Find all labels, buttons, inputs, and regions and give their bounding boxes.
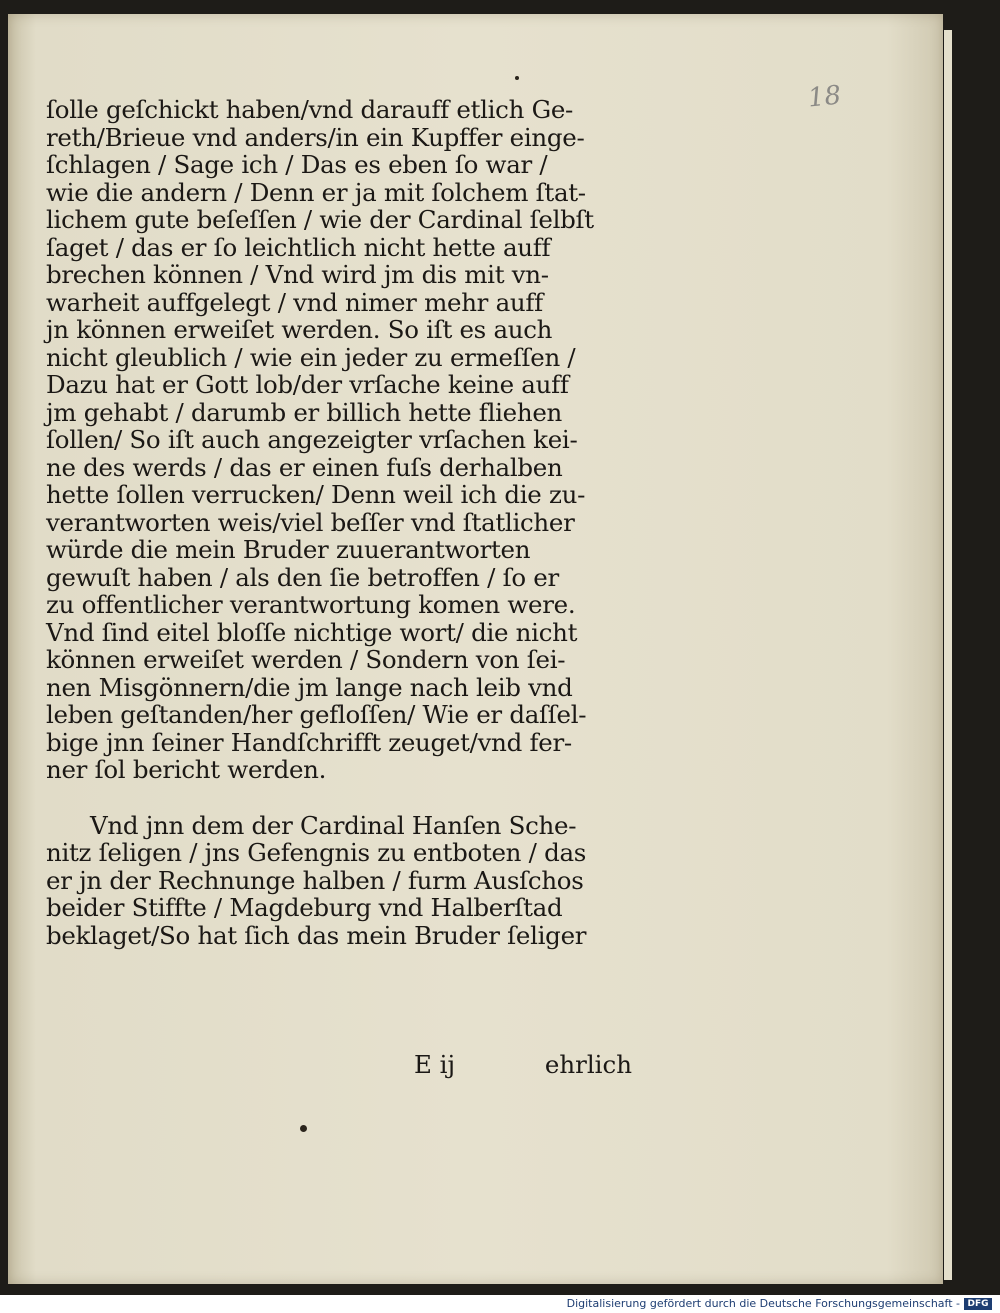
text-line: nitz ſeligen / jns Gefengnis zu entboten / das bbox=[46, 838, 587, 867]
text-line: beklaget/So hat ſich das mein Bruder ſeliger bbox=[46, 920, 587, 950]
paragraph bbox=[46, 96, 658, 784]
text-line: zu offentlicher verantwortung komen were. bbox=[46, 590, 576, 619]
text-line: nen Misgönnern/die jm lange nach leib vnd bbox=[46, 672, 573, 702]
page-edge bbox=[944, 30, 952, 1280]
text-line: können erweiſet werden / Sondern von ſei- bbox=[46, 645, 566, 674]
text-line: er jn der Rechnunge halben / furm Ausſchos bbox=[46, 865, 584, 895]
text-line: leben geſtanden/her gefloſſen/ Wie er daſſel- bbox=[46, 700, 587, 729]
funding-credit: Digitalisierung gefördert durch die Deutsche Forschungsgemeinschaft - bbox=[566, 1297, 960, 1310]
text-line: nicht gleublich / wie ein jeder zu ermeſſen / bbox=[46, 342, 576, 372]
text-line: beider Stiffte / Magdeburg vnd Halberſtad bbox=[46, 893, 563, 922]
text-line: ner ſol bericht werden. bbox=[46, 755, 327, 784]
page-footer-line bbox=[46, 1050, 632, 1080]
ink-speck bbox=[515, 76, 519, 80]
catchword: ehrlich bbox=[544, 1050, 632, 1079]
text-line: ſollen/ So iſt auch angezeigter vrſachen kei- bbox=[46, 425, 578, 454]
main-text bbox=[46, 96, 658, 949]
text-line: bige jnn ſeiner Handſchrifft zeuget/vnd fer- bbox=[46, 727, 572, 757]
text-line: brechen können / Vnd wird jm dis mit vn- bbox=[46, 260, 549, 289]
text-line: jm gehabt / darumb er billich hette fliehen bbox=[46, 397, 562, 427]
folio-number: 18 bbox=[806, 80, 843, 114]
text-line: ſolle geſchickt haben/vnd darauff etlich Ge- bbox=[46, 95, 574, 124]
dfg-logo: DFG bbox=[964, 1298, 992, 1310]
text-line: warheit auffgelegt / vnd nimer mehr auff bbox=[46, 287, 543, 317]
text-line: Vnd jnn dem der Cardinal Hanſen Sche- bbox=[90, 810, 577, 840]
text-line: ſchlagen / Sage ich / Das es eben ſo war / bbox=[46, 150, 548, 179]
text-line: ſaget / das er ſo leichtlich nicht hette auff bbox=[46, 232, 551, 262]
signature-mark: E ij bbox=[414, 1050, 456, 1079]
text-line: wie die andern / Denn er ja mit ſolchem ſtat- bbox=[46, 177, 586, 207]
text-line: verantworten weis/viel beſſer vnd ſtatlicher bbox=[46, 507, 575, 537]
text-line: Vnd ſind eitel bloſſe nichtige wort/ die nicht bbox=[46, 617, 578, 647]
text-line: reth/Brieue vnd anders/in ein Kupffer einge- bbox=[46, 122, 585, 152]
text-line: gewuſt haben / als den ſie betroffen / ſo er bbox=[46, 562, 559, 592]
ink-speck bbox=[300, 1125, 307, 1132]
text-line: hette ſollen verrucken/ Denn weil ich die zu- bbox=[46, 480, 586, 509]
text-line: würde die mein Bruder zuuerantworten bbox=[46, 535, 531, 564]
text-line: jn können erweiſet werden. So iſt es auch bbox=[46, 315, 553, 344]
paragraph bbox=[46, 812, 658, 950]
text-line: Dazu hat er Gott lob/der vrſache keine auff bbox=[46, 370, 569, 399]
text-line: ne des werds / das er einen fuſs derhalben bbox=[46, 452, 563, 482]
text-line: lichem gute beſeſſen / wie der Cardinal ſelbſt bbox=[46, 205, 594, 234]
paragraph-gap bbox=[46, 784, 658, 812]
